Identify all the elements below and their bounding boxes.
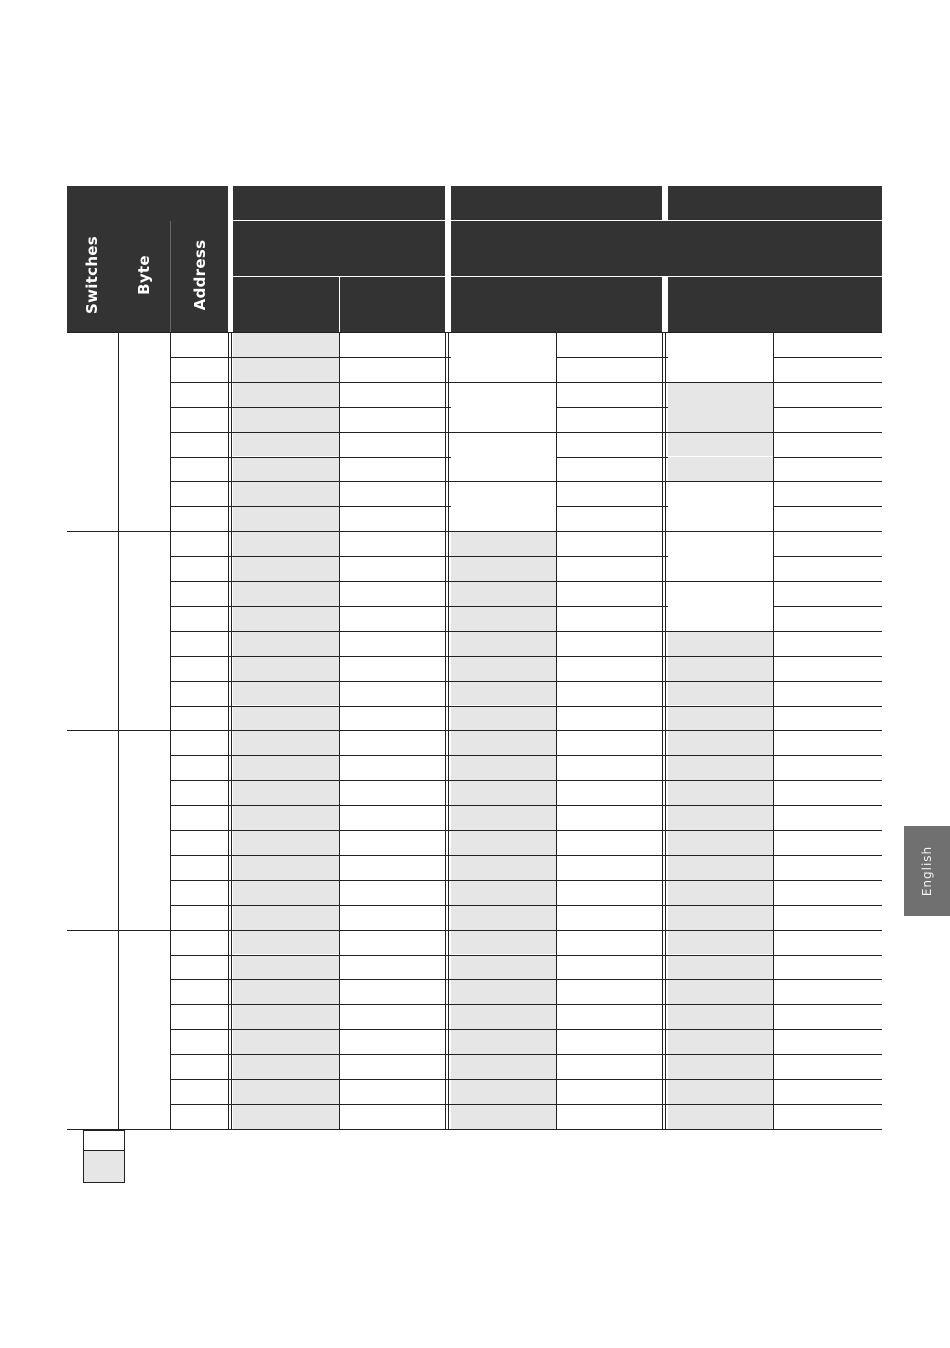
grid-line (170, 1079, 882, 1080)
shaded-cell (668, 1029, 773, 1054)
grid-line (170, 780, 882, 781)
shaded-cell (233, 930, 339, 955)
shaded-cell (451, 955, 556, 980)
header-group-1-mid (233, 221, 445, 276)
grid-line (67, 332, 882, 333)
language-tab[interactable] (904, 826, 950, 916)
grid-line (170, 830, 882, 831)
grid-line (170, 457, 451, 458)
shaded-cell (233, 706, 339, 731)
shaded-cell (668, 955, 773, 980)
shaded-cell (451, 581, 556, 606)
shaded-cell (451, 905, 556, 930)
grid-line (170, 631, 882, 632)
shaded-cell (233, 432, 339, 457)
shaded-cell (451, 780, 556, 805)
shaded-cell (451, 880, 556, 905)
shaded-cell (451, 556, 556, 581)
header-group-1-top (233, 186, 445, 220)
header-group-2-top (451, 186, 662, 220)
grid-line (170, 407, 451, 408)
shaded-cell (451, 930, 556, 955)
shaded-cell (451, 1079, 556, 1104)
grid-line (773, 407, 882, 408)
shaded-cell (233, 755, 339, 780)
shaded-cell (233, 1004, 339, 1029)
shaded-cell (233, 457, 339, 482)
grid-line (170, 955, 882, 956)
shaded-cell (668, 855, 773, 880)
shaded-cell (451, 805, 556, 830)
grid-line (445, 332, 446, 1129)
grid-line (231, 332, 232, 1129)
grid-line (170, 357, 451, 358)
shaded-cell (668, 1054, 773, 1079)
shaded-cell (668, 880, 773, 905)
grid-line (556, 457, 668, 458)
header-group-23-mid (451, 221, 882, 276)
header-sub-1b (340, 277, 445, 332)
shaded-cell (233, 332, 339, 357)
grid-line (556, 357, 668, 358)
grid-line (67, 531, 882, 532)
grid-line (773, 506, 882, 507)
shaded-cell (451, 531, 556, 556)
shaded-cell (451, 1054, 556, 1079)
grid-line (170, 979, 882, 980)
shaded-cell (233, 780, 339, 805)
shaded-cell (233, 606, 339, 631)
grid-line (170, 805, 882, 806)
grid-line (773, 556, 882, 557)
shaded-cell (233, 830, 339, 855)
grid-line (170, 556, 668, 557)
grid-line (448, 332, 449, 1129)
language-label: English (920, 845, 934, 897)
shaded-cell (233, 1079, 339, 1104)
grid-line (170, 755, 882, 756)
grid-line (170, 880, 882, 881)
header-group-3-top (668, 186, 882, 220)
grid-line (170, 332, 171, 1129)
shaded-cell (668, 681, 773, 706)
grid-line (170, 606, 668, 607)
shaded-cell (451, 681, 556, 706)
grid-line (339, 332, 340, 1129)
shaded-cell (668, 1104, 773, 1129)
shaded-cell (233, 1104, 339, 1129)
shaded-cell (668, 1004, 773, 1029)
shaded-cell (233, 855, 339, 880)
shaded-cell (233, 979, 339, 1004)
shaded-cell (668, 631, 773, 656)
shaded-cell (451, 606, 556, 631)
grid-line (228, 332, 229, 1129)
grid-line (170, 432, 882, 433)
shaded-cell (233, 581, 339, 606)
shaded-cell (233, 531, 339, 556)
shaded-cell (668, 656, 773, 681)
legend-unshaded-swatch (83, 1130, 125, 1151)
shaded-cell (233, 1054, 339, 1079)
shaded-cell (668, 930, 773, 955)
shaded-cell (451, 855, 556, 880)
grid-line (170, 706, 882, 707)
grid-line (170, 855, 882, 856)
shaded-cell (233, 805, 339, 830)
shaded-cell (233, 905, 339, 930)
grid-line (773, 357, 882, 358)
shaded-cell (233, 506, 339, 531)
shaded-cell (233, 730, 339, 755)
shaded-cell (233, 357, 339, 382)
shaded-cell (668, 457, 773, 482)
grid-line (170, 1104, 882, 1105)
shaded-cell (668, 407, 773, 432)
grid-line (773, 457, 882, 458)
shaded-cell (233, 955, 339, 980)
grid-line (67, 930, 882, 931)
grid-line (118, 332, 119, 1129)
grid-line (556, 332, 557, 1129)
shaded-cell (451, 656, 556, 681)
header-divider (170, 221, 171, 332)
grid-line (170, 681, 882, 682)
shaded-cell (451, 631, 556, 656)
shaded-cell (668, 730, 773, 755)
shaded-cell (233, 656, 339, 681)
grid-line (170, 1054, 882, 1055)
grid-line (67, 1129, 882, 1130)
shaded-cell (451, 1004, 556, 1029)
grid-line (170, 1029, 882, 1030)
legend-shaded-swatch (83, 1150, 125, 1183)
grid-line (773, 332, 774, 1129)
grid-line (170, 1004, 882, 1005)
shaded-cell (233, 481, 339, 506)
shaded-cell (451, 830, 556, 855)
shaded-cell (233, 631, 339, 656)
grid-line (773, 606, 882, 607)
grid-line (662, 332, 663, 1129)
shaded-cell (668, 1079, 773, 1104)
shaded-cell (451, 979, 556, 1004)
shaded-cell (668, 755, 773, 780)
shaded-cell (668, 382, 773, 407)
grid-line (170, 382, 882, 383)
grid-line (170, 656, 882, 657)
header-sub-3 (668, 277, 882, 332)
shaded-cell (668, 979, 773, 1004)
shaded-cell (233, 382, 339, 407)
shaded-cell (233, 880, 339, 905)
grid-line (170, 581, 882, 582)
shaded-cell (451, 1029, 556, 1054)
shaded-cell (451, 706, 556, 731)
shaded-cell (668, 706, 773, 731)
grid-line (67, 730, 882, 731)
address-header: Address (191, 239, 209, 311)
shaded-cell (233, 407, 339, 432)
grid-line (170, 905, 882, 906)
grid-line (665, 332, 666, 1129)
shaded-cell (233, 556, 339, 581)
grid-line (556, 506, 668, 507)
shaded-cell (668, 432, 773, 457)
shaded-cell (233, 1029, 339, 1054)
grid-line (170, 506, 451, 507)
header-sub-1a (233, 277, 339, 332)
shaded-cell (668, 830, 773, 855)
shaded-cell (451, 755, 556, 780)
grid-line (556, 407, 668, 408)
switches-header: Switches (83, 235, 101, 315)
header-sub-2 (451, 277, 662, 332)
shaded-cell (451, 730, 556, 755)
shaded-cell (668, 780, 773, 805)
shaded-cell (668, 805, 773, 830)
shaded-cell (233, 681, 339, 706)
grid-line (170, 481, 882, 482)
shaded-cell (451, 1104, 556, 1129)
shaded-cell (668, 905, 773, 930)
byte-header: Byte (135, 255, 153, 295)
